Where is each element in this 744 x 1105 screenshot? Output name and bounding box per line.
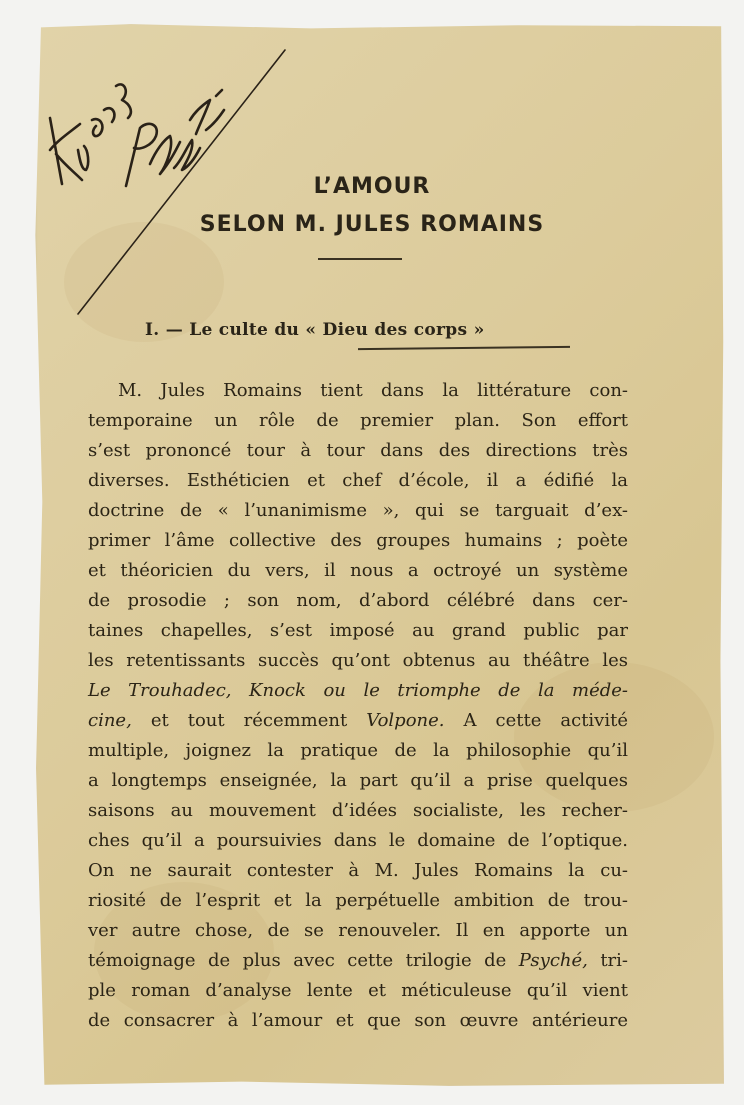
text-line bbox=[88, 466, 628, 496]
italic-text: cine, bbox=[88, 710, 132, 731]
text-segment: a longtemps enseignée, la part qu’il a prise quelques bbox=[88, 770, 628, 791]
text-segment: temporaine un rôle de premier plan. Son effort bbox=[88, 410, 628, 431]
text-segment: s’est prononcé tour à tour dans des directions très bbox=[88, 440, 628, 461]
text-segment: multiple, joignez la pratique de la philosophie qu’il bbox=[88, 740, 628, 761]
text-line bbox=[88, 736, 628, 766]
text-segment: témoignage de plus avec cette trilogie de bbox=[88, 950, 519, 971]
title-rule bbox=[318, 258, 402, 260]
text-line bbox=[88, 946, 628, 976]
text-line bbox=[88, 586, 628, 616]
text-line bbox=[88, 376, 628, 406]
text-line bbox=[88, 646, 628, 676]
text-line bbox=[88, 496, 628, 526]
text-segment: et théoricien du vers, il nous a octroyé un système bbox=[88, 560, 628, 581]
text-line bbox=[88, 916, 628, 946]
text-line bbox=[88, 796, 628, 826]
text-line bbox=[88, 826, 628, 856]
italic-text: Volpone. bbox=[366, 710, 445, 731]
text-line bbox=[88, 436, 628, 466]
text-segment: ple roman d’analyse lente et méticuleuse qu’il vient bbox=[88, 980, 628, 1001]
text-segment: taines chapelles, s’est imposé au grand public par bbox=[88, 620, 628, 641]
text-line bbox=[88, 856, 628, 886]
section-heading: I. — Le culte du « Dieu des corps » bbox=[145, 320, 485, 340]
text-line bbox=[88, 556, 628, 586]
text-line bbox=[88, 706, 628, 736]
text-segment: diverses. Esthéticien et chef d’école, il a édifié la bbox=[88, 470, 628, 491]
body-paragraph bbox=[88, 376, 628, 1036]
text-line bbox=[88, 1006, 628, 1036]
text-segment: riosité de l’esprit et la perpétuelle ambition de trou- bbox=[88, 890, 628, 911]
text-segment: M. Jules Romains tient dans la littérature con- bbox=[118, 380, 628, 401]
text-segment: doctrine de « l’unanimisme », qui se targuait d’ex- bbox=[88, 500, 628, 521]
text-segment: et tout récemment bbox=[131, 710, 367, 731]
text-segment: tri- bbox=[587, 950, 628, 971]
text-segment: ches qu’il a poursuivies dans le domaine de l’optique. bbox=[88, 830, 628, 851]
text-line bbox=[88, 976, 628, 1006]
text-line bbox=[88, 406, 628, 436]
title-line-2: SELON M. JULES ROMAINS bbox=[199, 212, 545, 237]
text-segment: saisons au mouvement d’idées socialiste, les recher- bbox=[88, 800, 628, 821]
text-segment: de consacrer à l’amour et que son œuvre antérieure bbox=[88, 1010, 628, 1031]
text-line bbox=[88, 616, 628, 646]
text-line bbox=[88, 766, 628, 796]
text-segment: A cette activité bbox=[444, 710, 628, 731]
text-segment: ver autre chose, de se renouveler. Il en apporte un bbox=[88, 920, 628, 941]
text-segment: les retentissants succès qu’ont obtenus au théâtre les bbox=[88, 650, 628, 671]
italic-text: Psyché, bbox=[518, 950, 588, 971]
italic-text: Le Trouhadec, Knock ou le triomphe de la méde- bbox=[88, 680, 628, 701]
text-line bbox=[88, 886, 628, 916]
text-line bbox=[88, 526, 628, 556]
title-line-1: L’AMOUR bbox=[313, 174, 431, 199]
text-segment: primer l’âme collective des groupes humains ; poète bbox=[88, 530, 628, 551]
text-segment: de prosodie ; son nom, d’abord célébré dans cer- bbox=[88, 590, 628, 611]
text-segment: On ne saurait contester à M. Jules Romains la cu- bbox=[88, 860, 628, 881]
text-line bbox=[88, 676, 628, 706]
